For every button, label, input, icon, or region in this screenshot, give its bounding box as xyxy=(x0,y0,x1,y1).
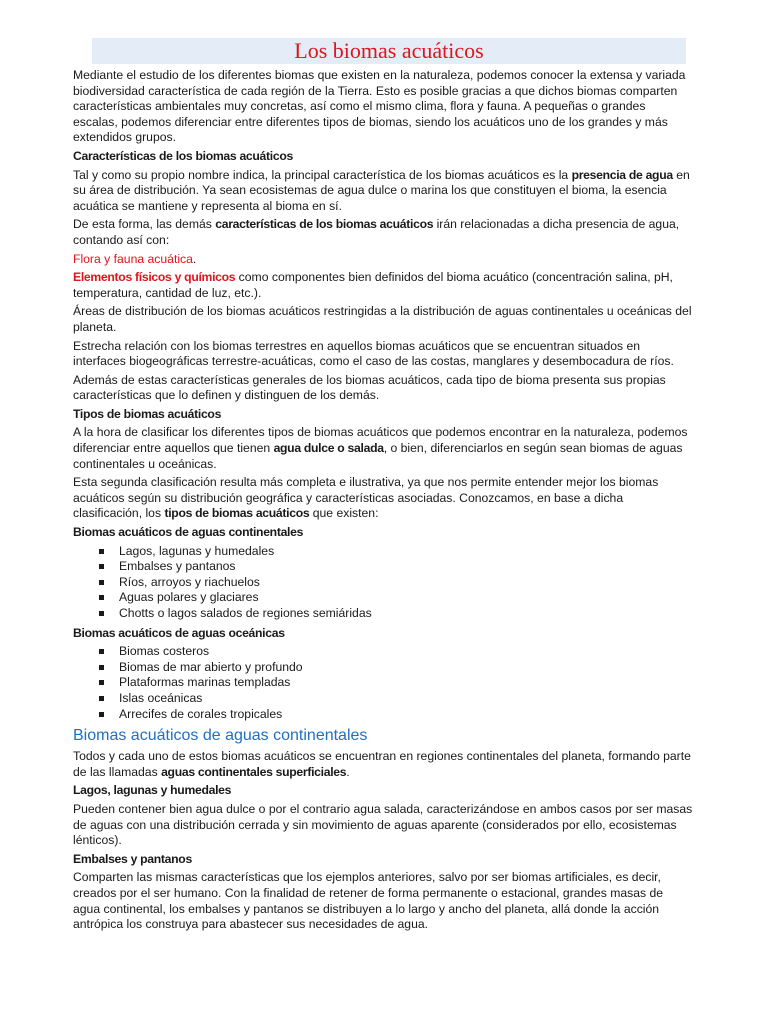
square-bullet-icon xyxy=(99,564,104,569)
square-bullet-icon xyxy=(99,665,104,670)
list-item-text: Aguas polares y glaciares xyxy=(119,590,259,605)
bold-term: características de los biomas acuáticos xyxy=(215,217,434,232)
square-bullet-icon xyxy=(99,611,104,616)
list-item-text: Arrecifes de corales tropicales xyxy=(119,706,283,721)
estrecha-item: Estrecha relación con los biomas terrestres en aquellos biomas acuáticos que se encuentran situados en interfaces biogeográficas terrestre-acuáticas, como el caso de las costas, manglares y desembocadura de ríos. xyxy=(73,338,674,369)
square-bullet-icon xyxy=(99,680,104,685)
elementos-item xyxy=(73,270,693,301)
list-item xyxy=(73,544,693,560)
intro-paragraph: Mediante el estudio de los diferentes biomas que existen en la naturaleza, podemos conocer la extensa y variada biodiversidad característica de cada región de la Tierra. Esto es posible gracias a que dichos biomas comparten características ambientales muy concretas, así como el mismo clima, flora y fauna. A pequeñas o grandes escalas, podemos diferenciar entre diferentes tipos de biomas, siendo los acuáticos uno de los grandes y más extendidos grupos. xyxy=(73,68,686,145)
list-item xyxy=(73,559,693,575)
tipos-heading: Tipos de biomas acuáticos xyxy=(73,406,222,421)
bold-term: aguas continentales superficiales xyxy=(161,764,347,779)
continentales-list xyxy=(73,544,693,622)
oceanicas-list xyxy=(73,644,693,722)
oceanicas-list-heading: Biomas acuáticos de aguas oceánicas xyxy=(73,625,285,640)
list-item-text: Biomas costeros xyxy=(119,644,210,659)
text-span: , o bien, diferenciarlos en según sean biomas de aguas continentales u oceánicas. xyxy=(73,441,683,471)
document-content xyxy=(73,38,693,936)
list-item-text: Islas oceánicas xyxy=(119,690,203,705)
list-item-text: Lagos, lagunas y humedales xyxy=(119,543,275,558)
text-span: . xyxy=(346,764,350,779)
square-bullet-icon xyxy=(99,595,104,600)
text-span: Todos y cada uno de estos biomas acuáticos se encuentran en regiones continentales del planeta, formando parte de las llamadas xyxy=(73,749,691,779)
tipos-paragraph-1 xyxy=(73,425,693,472)
list-item-text: Plataformas marinas templadas xyxy=(119,675,291,690)
lagos-heading: Lagos, lagunas y humedales xyxy=(73,783,232,798)
square-bullet-icon xyxy=(99,696,104,701)
list-item xyxy=(73,660,693,676)
list-item xyxy=(73,644,693,660)
section-heading: Biomas acuáticos de aguas continentales xyxy=(73,727,368,745)
text-span: . xyxy=(192,251,197,266)
section-paragraph xyxy=(73,749,693,780)
embalses-paragraph: Comparten las mismas características que los ejemplos anteriores, salvo por ser biomas artificiales, es decir, creados por el ser humano. Con la finalidad de retener de forma permanente o estacional, grandes masas de agua continental, los embalses y pantanos se distribuyen a lo largo y ancho del planeta, allá donde la acción antrópica los construya para abastecer sus necesidades de agua. xyxy=(73,870,664,932)
square-bullet-icon xyxy=(99,549,104,554)
continentales-list-heading: Biomas acuáticos de aguas continentales xyxy=(73,525,304,540)
tipos-paragraph-2 xyxy=(73,475,693,522)
red-term: Flora y fauna acuática xyxy=(73,251,193,266)
text-span: en su área de distribución. Ya sean ecosistemas de agua dulce o marina los que constituyen el bioma, la esencia acuática se mantiene y representa al bioma en sí. xyxy=(73,167,690,213)
text-span: irán relacionadas a dicha presencia de agua, contando así con: xyxy=(73,217,680,247)
areas-item: Áreas de distribución de los biomas acuáticos restringidas a la distribución de aguas continentales u oceánicas del planeta. xyxy=(73,304,692,334)
text-span: De esta forma, las demás xyxy=(73,217,216,232)
caracteristicas-paragraph-1 xyxy=(73,168,693,215)
list-item xyxy=(73,606,693,622)
bold-term: agua dulce o salada xyxy=(273,441,384,456)
text-span: que existen: xyxy=(309,506,379,521)
list-item xyxy=(73,691,693,707)
list-item xyxy=(73,707,693,723)
red-bold-term: Elementos físicos y químicos xyxy=(73,270,236,285)
text-span: A la hora de clasificar los diferentes tipos de biomas acuáticos que podemos encontrar en la naturaleza, podemos diferenciar entre aquellos que tienen xyxy=(73,425,688,456)
list-item-text: Biomas de mar abierto y profundo xyxy=(119,659,303,674)
list-item xyxy=(73,575,693,591)
list-item-text: Chotts o lagos salados de regiones semiáridas xyxy=(119,606,372,620)
page-title: Los biomas acuáticos xyxy=(294,38,484,63)
square-bullet-icon xyxy=(99,649,104,654)
lagos-paragraph: Pueden contener bien agua dulce o por el contrario agua salada, caracterizándose en ambos casos por ser masas de aguas con una distribución cerrada y sin movimiento de aguas aparente (considerados por ello, ecosistemas lénticos). xyxy=(73,801,693,848)
text-span: como componentes bien definidos del bioma acuático (concentración salina, pH, temperatura, cantidad de luz, etc.). xyxy=(73,270,673,300)
title-bar xyxy=(92,38,686,64)
bold-term: tipos de biomas acuáticos xyxy=(164,506,310,521)
caracteristicas-heading: Características de los biomas acuáticos xyxy=(73,148,293,163)
ademas-paragraph: Además de estas características generales de los biomas acuáticos, cada tipo de bioma presenta sus propias características que lo definen y distinguen de los demás. xyxy=(73,372,666,403)
flora-fauna-item xyxy=(73,252,693,268)
square-bullet-icon xyxy=(99,580,104,585)
list-item xyxy=(73,675,693,691)
embalses-heading: Embalses y pantanos xyxy=(73,851,192,866)
square-bullet-icon xyxy=(99,712,104,717)
text-span: Esta segunda clasificación resulta más completa e ilustrativa, ya que nos permite entender mejor los biomas acuáticos según su distribución geográfica y características asociadas. Conozcamos, en base a dicha clasificación, los xyxy=(73,475,659,521)
bold-term: presencia de agua xyxy=(571,167,673,182)
list-item-text: Embalses y pantanos xyxy=(119,559,236,574)
list-item xyxy=(73,590,693,606)
caracteristicas-paragraph-2 xyxy=(73,217,693,248)
text-span: Tal y como su propio nombre indica, la principal característica de los biomas acuáticos es la xyxy=(73,167,572,182)
list-item-text: Ríos, arroyos y riachuelos xyxy=(119,574,260,589)
